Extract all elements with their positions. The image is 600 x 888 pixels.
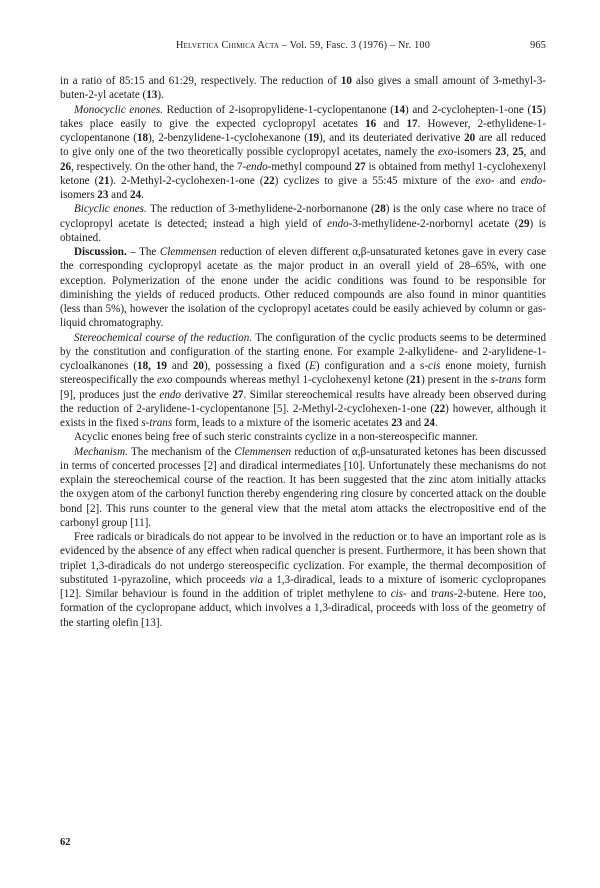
text-run: are all reduced to give only one of the two theoretically possible cyclopropyl acetates, namely the <box>60 132 546 159</box>
text-run: and <box>166 360 193 372</box>
paragraph <box>60 530 546 630</box>
bold-run: 10 <box>340 75 352 87</box>
bold-run: 21 <box>409 374 422 387</box>
italic-run: endo <box>159 388 181 401</box>
text-run: Reduction of 2-isopropylidene-1-cyclopentanone ( <box>163 103 394 116</box>
text-run: -isomers <box>453 146 496 159</box>
text-run: also gives a small amount of 3-methyl-3-buten-2-yl acetate ( <box>60 75 546 102</box>
bold-run: 22 <box>434 402 446 415</box>
text-run: derivative <box>180 388 233 401</box>
text-run: enone moiety, furnish stereospecifically the <box>60 360 546 387</box>
bold-run: 14 <box>393 103 406 116</box>
italic-run: Monocyclic enones. <box>74 103 163 116</box>
italic-run: cis <box>390 588 404 600</box>
italic-run: Clemmensen <box>234 445 292 458</box>
text-run: ) configuration and a s- <box>315 360 429 372</box>
text-run: ) present in the <box>421 374 491 387</box>
italic-run: exo <box>475 174 491 187</box>
bold-run: 15 <box>531 103 543 116</box>
text-run: The reduction of 3-methylidene-2-norbornanone ( <box>146 203 375 216</box>
bold-run: 23 <box>495 146 507 159</box>
text-run: form [9], produces just the <box>60 374 547 401</box>
text-run: ) cyclizes to give a 55:45 mixture of the <box>274 174 476 187</box>
text-run: . <box>141 189 144 201</box>
text-run: – The <box>126 246 160 258</box>
bold-run: 22 <box>263 174 275 187</box>
text-run: . Similar stereochemical results have already been observed during the reduction of 2-arylidene-1-cyclopentanone [5]. 2-Methyl-2-cyclohexen-1-one ( <box>60 388 547 415</box>
text-run: The mechanism of the <box>127 445 235 458</box>
italic-run: endo <box>246 160 268 173</box>
italic-run: Bicyclic enones. <box>74 203 147 216</box>
text-run: a 1,3-diradical, leads to a mixture of isomeric cyclopropanes [12]. Similar behaviour is found in the addition of triplet methylene to <box>60 573 547 600</box>
italic-run: via <box>249 573 264 586</box>
paragraph <box>60 74 546 103</box>
text-run: ) takes place easily to give the expected cyclopropyl acetates <box>60 103 546 130</box>
journal-name: Helvetica Chimica Acta <box>176 40 280 51</box>
italic-run: s-trans <box>141 417 173 429</box>
journal-header <box>60 40 546 51</box>
text-run: in a ratio of 85:15 and 61:29, respectively. The reduction of <box>60 75 341 87</box>
text-run: ) is the only case where no trace of cyclopropyl acetate is detected; instead a high yield of <box>60 203 546 230</box>
italic-run: E <box>309 360 316 372</box>
paragraph <box>60 445 546 531</box>
paragraph <box>60 331 546 431</box>
bold-run: 25 <box>512 146 524 159</box>
text-run: ) and 2-cyclohepten-1-one ( <box>405 103 532 116</box>
text-run: The configuration of the cyclic products seems to be determined by the constitution and configuration of the starting enone. For example 2-alkylidene- and 2-arylidene-1-cycloalkanones ( <box>60 331 547 372</box>
bold-run: 24 <box>423 417 435 429</box>
text-run: ), and its deuteriated derivative <box>319 132 465 144</box>
bold-run: 21 <box>98 174 110 187</box>
italic-run: endo <box>520 174 543 187</box>
bold-run: 29 <box>518 217 530 230</box>
text-run: -3-methylidene-2-norbornyl acetate ( <box>348 217 519 230</box>
text-run: Acyclic enones being free of such steric constraints cyclize in a non-stereospecific manner. <box>74 431 478 444</box>
bold-run: 13 <box>146 89 158 102</box>
italic-run: trans <box>431 588 454 600</box>
bold-run: 27 <box>232 388 244 401</box>
italic-run: Clemmensen <box>159 246 217 258</box>
bold-run: 17 <box>406 117 418 130</box>
bold-run: 19 <box>307 132 320 144</box>
running-header <box>60 40 546 58</box>
text-run: ) however, although it exists in the fixed <box>60 402 546 429</box>
paragraph <box>60 202 546 245</box>
bold-run: 23 <box>97 189 109 201</box>
text-run: is obtained from methyl 1-cyclohexenyl ketone ( <box>60 160 546 187</box>
text-run: and <box>376 117 407 130</box>
page <box>60 40 546 630</box>
text-run: and <box>402 417 424 429</box>
text-run: ), possessing a fixed ( <box>203 360 310 372</box>
bold-run: 26 <box>60 160 72 173</box>
bold-run: Discussion. <box>74 246 127 258</box>
text-run: reduction of eleven different α,β-unsaturated ketones gave in every case the corresponding cyclopropyl acetate as the major product in an overall yield of 28–65%, with one exception. Polymerization of the enone under the acidic conditions was found to be responsible for diminishing the yields of reduced products. Other reduced compounds are also found in minor quantities (less than 5%), however the isolation of the cyclopropyl acetates could be easily achieved by column or gas-liquid chromatography. <box>60 246 546 330</box>
text-run: . However, 2-ethylidene-1-cyclopentanone ( <box>60 117 546 144</box>
text-run: -methyl compound <box>267 160 355 173</box>
paragraph <box>60 245 546 331</box>
text-run: -isomers <box>60 174 546 201</box>
text-run: form, leads to a mixture of the isomeric acetates <box>172 417 392 429</box>
text-run: ). 2-Methyl-2-cyclohexen-1-one ( <box>109 174 264 187</box>
text-run: ) is obtained. <box>60 217 546 244</box>
text-run: ), 2-benzylidene-1-cyclohexanone ( <box>148 132 308 144</box>
text-run: reduction of α,β-unsaturated ketones has been discussed in terms of concerted processes [2] and diradical intermediates [10]. Unfortunately these mechanisms do not explain the stereochemical course of the reaction. It has been suggested that the zinc atom initially attacks the oxygen atom of the carbonyl function thereby engendering ring closure by concerted attack on the double bond [2]. This runs counter to the general view that the metal atom attacks the electropositive end of the carbonyl group [11]. <box>60 445 547 529</box>
text-run: , and <box>523 146 546 159</box>
italic-run: Mechanism. <box>74 445 128 458</box>
bold-run: 23 <box>391 417 403 429</box>
paragraph <box>60 430 546 444</box>
signature-mark: 62 <box>60 837 71 848</box>
article-body <box>60 74 546 630</box>
bold-run: 27 <box>354 160 366 173</box>
paragraph <box>60 103 546 203</box>
page-number: 965 <box>530 40 546 51</box>
italic-run: cis <box>428 360 441 372</box>
text-run: -2-butene. Here too, formation of the cyclopropane adduct, which involves a 1,3-diradical, proceeds with loss of the geometry of the starting olefin [13]. <box>60 588 546 629</box>
italic-run: endo <box>327 217 349 230</box>
bold-run: 16 <box>365 117 377 130</box>
text-run: compounds whereas methyl 1-cyclohexenyl ketone ( <box>172 374 410 387</box>
bold-run: 18 <box>137 132 149 144</box>
text-run: and <box>108 189 130 201</box>
bold-run: 24 <box>129 189 142 201</box>
italic-run: Stereochemical course of the reduction. <box>74 331 253 344</box>
bold-run: 28 <box>374 203 386 216</box>
text-run: Free radicals or biradicals do not appear to be involved in the reduction or to have an important role as is evidenced by the absence of any effect when radical quencher is present. Furthermore, it has been shown that triplet 1,3-diradicals do not undergo stereospecific cyclization. For example, the thermal decomposition of substituted 1-pyrazoline, which proceeds <box>60 531 546 586</box>
text-run: ). <box>157 89 164 102</box>
journal-details: – Vol. 59, Fasc. 3 (1976) – Nr. 100 <box>281 40 430 51</box>
text-run: . <box>434 417 438 429</box>
italic-run: exo <box>157 374 173 387</box>
bold-run: 18, 19 <box>137 360 167 372</box>
text-run: , <box>506 146 513 159</box>
bold-run: 20 <box>464 132 476 144</box>
italic-run: s-trans <box>490 374 522 387</box>
bold-run: 20 <box>192 360 204 372</box>
text-run: , respectively. On the other hand, the 7- <box>71 160 247 173</box>
text-run: - and <box>403 588 432 600</box>
italic-run: exo <box>437 146 454 159</box>
text-run: - and <box>490 174 521 187</box>
